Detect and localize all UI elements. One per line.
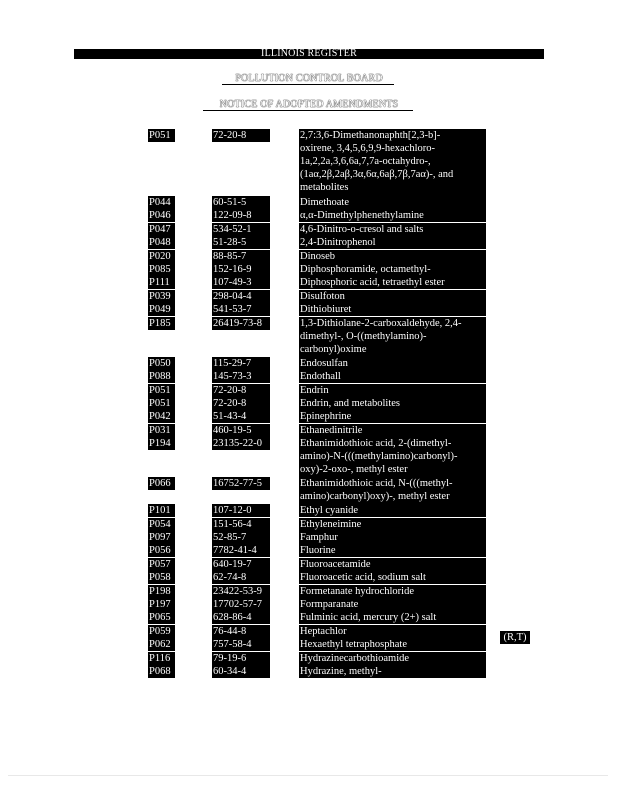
substance-name — [299, 236, 486, 249]
substance-name-line: Fluorine — [300, 545, 336, 556]
substance-name-line: α,α-Dimethylphenethylamine — [300, 210, 424, 221]
substance-name-line: Hexaethyl tetraphosphate — [300, 639, 407, 650]
substance-name-line: Diphosphoramide, octamethyl- — [300, 264, 431, 275]
substance-name — [299, 357, 486, 370]
substance-name-line: amino)carbonyl)oxy)-, methyl ester — [300, 491, 450, 502]
substance-name — [299, 598, 486, 611]
cas-number: 62-74-8 — [212, 571, 270, 584]
cas-number: 152-16-9 — [212, 263, 270, 276]
substance-name-line: Hydrazine, methyl- — [300, 666, 382, 677]
cas-number: 115-29-7 — [212, 357, 270, 370]
waste-code: P049 — [148, 303, 175, 316]
substance-name-line: Endrin, and metabolites — [300, 398, 401, 409]
cas-number: 151-56-4 — [212, 518, 270, 531]
substance-name — [299, 290, 486, 303]
cas-number: 23422-53-9 — [212, 585, 270, 598]
waste-code: P116 — [148, 652, 175, 665]
table-row — [0, 236, 618, 249]
table-row — [0, 397, 618, 410]
waste-code: P097 — [148, 531, 175, 544]
substance-name — [299, 263, 486, 276]
substance-name-line: carbonyl)oxime — [300, 344, 367, 355]
substance-name — [299, 303, 486, 316]
table-row — [0, 303, 618, 316]
waste-code: P051 — [148, 397, 175, 410]
table-row — [0, 370, 618, 383]
substance-name-line: 1,3-Dithiolane-2-carboxaldehyde, 2,4- — [300, 318, 462, 329]
substance-name — [299, 424, 486, 437]
substance-name — [299, 531, 486, 544]
substance-name-line: Ethyl cyanide — [300, 505, 359, 516]
table-row — [0, 223, 618, 236]
substance-name-line: Disulfoton — [300, 291, 345, 302]
cas-number: 460-19-5 — [212, 424, 270, 437]
waste-code: P054 — [148, 518, 175, 531]
substance-name-line: 1a,2,2a,3,6,6a,7,7a-octahydro-, — [300, 156, 431, 167]
table-row — [0, 250, 618, 263]
substance-name — [299, 437, 486, 477]
substance-name — [299, 477, 486, 504]
substance-name — [299, 625, 486, 638]
substance-name-line: Ethanimidothioic acid, 2-(dimethyl- — [300, 438, 452, 449]
table-row — [0, 410, 618, 423]
cas-number: 757-58-4 — [212, 638, 270, 651]
notice-title — [74, 99, 544, 110]
table-row — [0, 652, 618, 665]
substance-name — [299, 223, 486, 236]
substance-name — [299, 585, 486, 598]
cas-number: 76-44-8 — [212, 625, 270, 638]
substance-name — [299, 196, 486, 209]
substance-name-line: Formparanate — [300, 599, 359, 610]
waste-code: P058 — [148, 571, 175, 584]
waste-code: P056 — [148, 544, 175, 557]
table-row — [0, 290, 618, 303]
waste-code: P198 — [148, 585, 175, 598]
cas-number: 51-43-4 — [212, 410, 270, 423]
substance-name — [299, 504, 486, 517]
notice-title-text: NOTICE OF ADOPTED AMENDMENTS — [219, 99, 399, 110]
waste-code: P068 — [148, 665, 175, 678]
substance-name — [299, 209, 486, 222]
substance-name-line: Dinoseb — [300, 251, 335, 262]
cas-number: 60-51-5 — [212, 196, 270, 209]
substance-name — [299, 652, 486, 665]
cas-number: 52-85-7 — [212, 531, 270, 544]
waste-code: P020 — [148, 250, 175, 263]
cas-number: 51-28-5 — [212, 236, 270, 249]
waste-code: P047 — [148, 223, 175, 236]
substance-name-line: Formetanate hydrochloride — [300, 586, 415, 597]
table-row — [0, 518, 618, 531]
waste-code: P046 — [148, 209, 175, 222]
table-row — [0, 558, 618, 571]
waste-code: P051 — [148, 129, 175, 142]
substance-name — [299, 317, 486, 357]
table-row — [0, 129, 618, 196]
waste-code: P050 — [148, 357, 175, 370]
board-title — [74, 73, 544, 84]
substance-name-line: Diphosphoric acid, tetraethyl ester — [300, 277, 445, 288]
cas-number: 17702-57-7 — [212, 598, 270, 611]
cas-number: 7782-41-4 — [212, 544, 270, 557]
substance-name — [299, 384, 486, 397]
substance-name-line: (1aα,2β,2aβ,3α,6α,6aβ,7β,7aα)-, and — [300, 169, 454, 180]
substance-name-line: Heptachlor — [300, 626, 347, 637]
table-row — [0, 665, 618, 678]
cas-number: 72-20-8 — [212, 129, 270, 142]
table-row — [0, 263, 618, 276]
substance-name-line: Endosulfan — [300, 358, 348, 369]
table-row — [0, 276, 618, 289]
substance-name-line: Fluoroacetic acid, sodium salt — [300, 572, 426, 583]
substance-name-line: Endrin — [300, 385, 329, 396]
table-row — [0, 424, 618, 437]
cas-number: 640-19-7 — [212, 558, 270, 571]
hazard-code-tag: (R,T) — [500, 631, 530, 644]
cas-number: 541-53-7 — [212, 303, 270, 316]
cas-number: 26419-73-8 — [212, 317, 270, 330]
cas-number: 122-09-8 — [212, 209, 270, 222]
board-title-text: POLLUTION CONTROL BOARD — [235, 73, 383, 84]
waste-code: P048 — [148, 236, 175, 249]
cas-number: 79-19-6 — [212, 652, 270, 665]
waste-code: P065 — [148, 611, 175, 624]
register-title-bar — [74, 49, 544, 59]
substance-name-line: metabolites — [300, 182, 349, 193]
substance-name — [299, 397, 486, 410]
substance-name-line: amino)-N-(((methylamino)carbonyl)- — [300, 451, 458, 462]
substance-name — [299, 558, 486, 571]
substance-name-line: dimethyl-, O-((methylamino)- — [300, 331, 427, 342]
register-title: ILLINOIS REGISTER — [261, 48, 357, 59]
substance-name — [299, 638, 486, 651]
waste-code: P066 — [148, 477, 175, 490]
substance-name — [299, 571, 486, 584]
substance-name-line: Hydrazinecarbothioamide — [300, 653, 410, 664]
substance-name — [299, 410, 486, 423]
substance-name — [299, 611, 486, 624]
substance-name — [299, 276, 486, 289]
board-title-underline — [222, 84, 394, 85]
substance-name-line: oxy)-2-oxo-, methyl ester — [300, 464, 408, 475]
table-row — [0, 384, 618, 397]
substance-name — [299, 518, 486, 531]
substance-name-line: Fulminic acid, mercury (2+) salt — [300, 612, 437, 623]
table-row — [0, 357, 618, 370]
waste-code: P197 — [148, 598, 175, 611]
cas-number: 60-34-4 — [212, 665, 270, 678]
cas-number: 72-20-8 — [212, 384, 270, 397]
waste-code: P101 — [148, 504, 175, 517]
table-row — [0, 504, 618, 517]
cas-number: 72-20-8 — [212, 397, 270, 410]
table-row — [0, 611, 618, 624]
table-row — [0, 437, 618, 477]
waste-code: P062 — [148, 638, 175, 651]
waste-code: P057 — [148, 558, 175, 571]
table-row — [0, 317, 618, 357]
substance-name-line: Endothall — [300, 371, 341, 382]
table-row — [0, 209, 618, 222]
substance-name-line: Dimethoate — [300, 197, 349, 208]
page-bottom-edge — [8, 775, 608, 776]
waste-code: P085 — [148, 263, 175, 276]
substance-name-line: Ethanimidothioic acid, N-(((methyl- — [300, 478, 453, 489]
substance-name — [299, 250, 486, 263]
substance-name — [299, 544, 486, 557]
waste-code: P185 — [148, 317, 175, 330]
table-row — [0, 585, 618, 598]
waste-code: P088 — [148, 370, 175, 383]
substance-name — [299, 665, 486, 678]
waste-code: P042 — [148, 410, 175, 423]
waste-code: P194 — [148, 437, 175, 450]
cas-number: 23135-22-0 — [212, 437, 270, 450]
substance-name-line: Fluoroacetamide — [300, 559, 371, 570]
notice-title-underline — [203, 110, 413, 111]
table-row — [0, 477, 618, 504]
substance-name-line: 2,4-Dinitrophenol — [300, 237, 376, 248]
cas-number: 298-04-4 — [212, 290, 270, 303]
waste-code: P051 — [148, 384, 175, 397]
table-row — [0, 571, 618, 584]
table-row — [0, 531, 618, 544]
cas-number: 107-49-3 — [212, 276, 270, 289]
waste-code: P044 — [148, 196, 175, 209]
cas-number: 88-85-7 — [212, 250, 270, 263]
table-row — [0, 196, 618, 209]
substance-name-line: Ethanedinitrile — [300, 425, 363, 436]
cas-number: 534-52-1 — [212, 223, 270, 236]
waste-code: P031 — [148, 424, 175, 437]
substance-name — [299, 129, 486, 196]
table-row — [0, 598, 618, 611]
cas-number: 107-12-0 — [212, 504, 270, 517]
table-row — [0, 544, 618, 557]
cas-number: 145-73-3 — [212, 370, 270, 383]
substance-name — [299, 370, 486, 383]
substance-name-line: Famphur — [300, 532, 338, 543]
substance-name-line: 4,6-Dinitro-o-cresol and salts — [300, 224, 424, 235]
substance-name-line: oxirene, 3,4,5,6,9,9-hexachloro- — [300, 143, 435, 154]
substance-name-line: 2,7:3,6-Dimethanonaphth[2,3-b]- — [300, 130, 441, 141]
cas-number: 628-86-4 — [212, 611, 270, 624]
waste-code: P111 — [148, 276, 175, 289]
cas-number: 16752-77-5 — [212, 477, 270, 490]
substance-name-line: Ethyleneimine — [300, 519, 362, 530]
substance-name-line: Epinephrine — [300, 411, 352, 422]
substance-name-line: Dithiobiuret — [300, 304, 352, 315]
waste-code: P039 — [148, 290, 175, 303]
waste-code: P059 — [148, 625, 175, 638]
